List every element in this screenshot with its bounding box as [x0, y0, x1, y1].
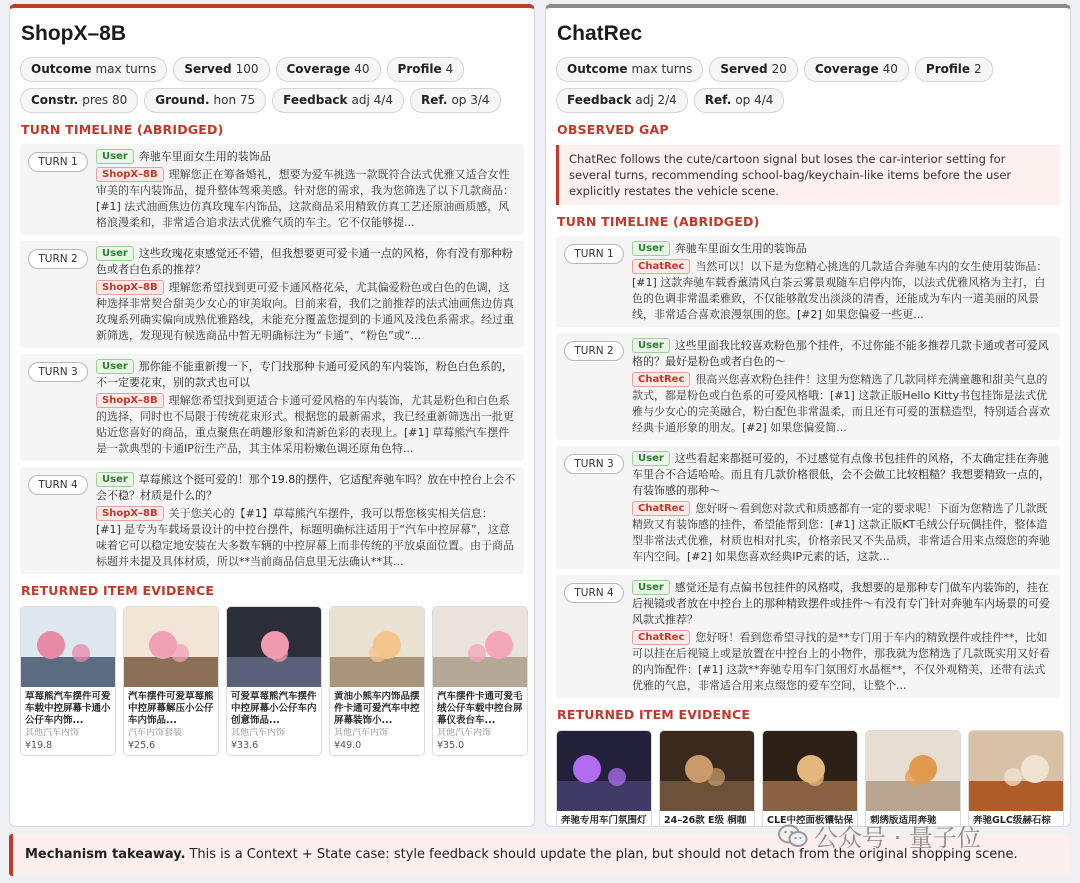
bot-message — [96, 167, 516, 231]
product-image — [21, 607, 116, 687]
gap-note: ChatRec follows the cute/cartoon signal but loses the car-interior setting for several turns, recommending school-bag/keychain-like items before the user explicitly restates the vehicle scene. — [556, 145, 1060, 205]
user-text: 草莓熊这个挺可爱的！那个19.8的摆件，它适配奔驰车吗？放在中控台上会不会不稳？材质是什么的？ — [96, 473, 516, 502]
chip-key: Outcome — [31, 62, 92, 76]
turn-badge: TURN 1 — [564, 244, 624, 264]
metric-chip — [144, 88, 266, 113]
user-text: 这些里面我比较喜欢粉色那个挂件，不过你能不能多推荐几款卡通或者可爱风格的？最好是粉色或者白色的～ — [632, 339, 1049, 368]
chip-value: pres 80 — [82, 93, 128, 107]
chip-key: Profile — [925, 62, 971, 76]
bot-text: 当然可以！以下是为您精心挑选的几款适合奔驰车内的女生使用装饰品：[#1] 这款奔驰车载香薰清风白茶云雾景观随车启停内饰，以法式优雅风格为主打，白色的色调非常温柔雅致，不仅能够散发出淡淡的清香，还能成为车内一道美丽的风景线，非常适合喜欢浪漫氛围的您。[#2] 如果您偏爱一些更... — [632, 260, 1048, 321]
item-thumbnail — [969, 731, 1064, 811]
chip-key: Ground. — [155, 93, 210, 107]
wechat-icon — [778, 823, 808, 849]
chip-key: Coverage — [286, 62, 351, 76]
chip-value: max turns — [631, 62, 693, 76]
turn-badge: TURN 1 — [28, 152, 88, 172]
user-message — [632, 338, 1052, 370]
item-category: 其他汽车内饰 — [231, 728, 286, 738]
metric-chip — [694, 88, 785, 113]
item-thumbnail — [557, 731, 652, 811]
item-card[interactable] — [556, 730, 652, 827]
user-label: User — [96, 246, 134, 261]
bot-label: ShopX–8B — [96, 506, 164, 521]
chip-value: 20 — [771, 62, 787, 76]
chip-key: Feedback — [283, 93, 348, 107]
bot-text: 您好呀！看到您希望寻找的是**专门用于车内的精致摆件或挂件**，比如可以挂在后视镜上或是放置在中控台上的小物件，那我就为您精选了几款既实用又好看的内饰配件：[#1] 这款**奔驰专用车门氛围灯水晶框**，不仅外观精美，还带有法式优雅的气息，非常适合用来点缀您的爱车空间，让整个... — [632, 631, 1050, 692]
user-text: 感觉还是有点偏书包挂件的风格哎，我想要的是那种专门做车内装饰的，挂在后视镜或者放在中控台上的那种精致摆件或挂件～有没有专门针对奔驰车内场景的可爱风款式推荐？ — [632, 581, 1050, 626]
user-message — [96, 246, 516, 278]
chip-value: 4 — [445, 62, 454, 76]
bot-text: 关于您关心的【#1】草莓熊汽车摆件，我可以帮您核实相关信息：[#1] 是专为车载场景设计的中控台摆件，标题明确标注适用于“汽车中控屏幕”，这意味着它可以稳定地安装在大多数车辆的中控屏幕上而非传统的平放桌面位置。由于商品标题并未提及具体材质，所以**当前商品信息里无法确认**其... — [96, 507, 514, 568]
item-evidence — [20, 606, 534, 756]
bot-label: ChatRec — [632, 630, 690, 645]
bot-label: ChatRec — [632, 259, 690, 274]
chatrec-panel — [545, 4, 1071, 827]
evidence-heading: RETURNED ITEM EVIDENCE — [21, 583, 215, 598]
product-image — [227, 607, 322, 687]
chip-value: 2 — [974, 62, 982, 76]
item-card[interactable] — [659, 730, 755, 827]
item-card[interactable] — [432, 606, 528, 756]
user-message — [96, 149, 516, 165]
turn-badge: TURN 2 — [28, 249, 88, 269]
turn-body — [632, 241, 1052, 323]
bot-message — [96, 506, 516, 570]
user-message — [632, 580, 1052, 628]
user-message — [632, 451, 1052, 499]
item-price: ¥35.0 — [437, 740, 465, 751]
chip-value: hon 75 — [213, 93, 256, 107]
product-image — [763, 731, 858, 811]
product-image — [969, 731, 1064, 811]
bot-label: ShopX–8B — [96, 393, 164, 408]
item-name: 草莓熊汽车摆件可爱车载中控屏幕卡通小公仔车内饰... — [25, 691, 111, 726]
metric-chips — [556, 57, 1056, 113]
chip-key: Feedback — [567, 93, 632, 107]
metric-chip — [20, 57, 167, 82]
user-message — [96, 359, 516, 391]
product-image — [124, 607, 219, 687]
turn-badge: TURN 2 — [564, 341, 624, 361]
metric-chip — [556, 57, 703, 82]
watermark — [778, 818, 981, 853]
user-label: User — [632, 241, 670, 256]
turn-row — [556, 333, 1060, 440]
bot-label: ChatRec — [632, 501, 690, 516]
item-card[interactable] — [762, 730, 858, 827]
user-label: User — [96, 149, 134, 164]
user-label: User — [96, 472, 134, 487]
turn-row — [20, 354, 524, 461]
gap-heading: OBSERVED GAP — [557, 122, 669, 137]
bot-message — [632, 630, 1052, 694]
item-card[interactable] — [20, 606, 116, 756]
chip-key: Served — [720, 62, 768, 76]
item-name: 汽车摆件可爱草莓熊中控屏幕解压小公仔车内饰品... — [128, 691, 214, 726]
turn-body — [632, 451, 1052, 565]
chip-key: Ref. — [704, 93, 732, 107]
chip-value: 40 — [354, 62, 370, 76]
turn-row — [20, 144, 524, 235]
chip-value: max turns — [95, 62, 157, 76]
item-card[interactable] — [865, 730, 961, 827]
turn-timeline — [546, 236, 1070, 698]
user-text: 这些看起来都挺可爱的，不过感觉有点像书包挂件的风格，不太确定挂在奔驰车里合不合适哈哈。而且有几款价格很低，会不会做工比较粗糙？我想要精致一点的，有装饰感的那种～ — [632, 452, 1050, 497]
item-name: 奔驰GLC级赫石棕 — [973, 815, 1051, 826]
bot-text: 理解您正在筹备婚礼，想要为爱车挑选一款既符合法式优雅又适合女性审美的车内装饰品，提升整体驾乘美感。针对您的需求，我为您筛选了以下几款商品：[#1] 法式油画焦边仿真玫瑰车内饰品，这款商品采用精致仿真工艺还原油画质感，风格浪漫柔和，非常适合追求法式优雅气质的车主。它不仅能够提... — [96, 168, 514, 229]
panel-title: ShopX–8B — [21, 22, 127, 45]
takeaway-text: This is a Context + State case: style feedback should update the plan, but should not detach from the original shopping scene. — [189, 847, 1018, 862]
item-name: CLE中控面板镶钻保 — [767, 815, 853, 826]
turn-badge: TURN 3 — [564, 454, 624, 474]
shopx-panel — [9, 4, 535, 827]
metric-chip — [276, 57, 381, 82]
metric-chip — [556, 88, 688, 113]
turn-badge: TURN 4 — [564, 583, 624, 603]
item-price: ¥33.6 — [231, 740, 259, 751]
user-text: 奔驰车里面女生用的装饰品 — [138, 150, 271, 163]
item-card[interactable] — [226, 606, 322, 756]
product-image — [433, 607, 528, 687]
user-text: 这些玫瑰花束感觉还不错，但我想要更可爱卡通一点的风格，你有没有那种粉色或者白色系的推荐？ — [96, 247, 513, 276]
chip-value: adj 2/4 — [635, 93, 677, 107]
item-category: 其他汽车内饰 — [25, 728, 80, 738]
item-name: 奔驰专用车门氛围灯 — [561, 815, 647, 826]
turn-row — [20, 467, 524, 574]
bot-text: 理解您希望找到更适合卡通可爱风格的车内装饰，尤其是粉色和白色系的选择，同时也不局限于传统花束形式。根据您的最新需求，我已经重新筛选出一批更贴近您喜好的商品，重点聚焦在萌趣形象和清新色彩的表现上。[#1] 草莓熊汽车摆件是一款典型的卡通IP衍生产品，其主体采用粉嫩色调还原角色特... — [96, 394, 514, 455]
bot-message — [96, 393, 516, 457]
item-card[interactable] — [968, 730, 1064, 827]
item-category: 其他汽车内饰 — [334, 728, 389, 738]
item-thumbnail — [124, 607, 219, 687]
turn-timeline — [10, 144, 534, 574]
chip-key: Coverage — [814, 62, 879, 76]
item-price: ¥19.8 — [25, 740, 53, 751]
item-name: 黄油小熊车内饰品摆件卡通可爱汽车中控屏幕装饰小... — [334, 691, 420, 726]
bot-label: ShopX–8B — [96, 167, 164, 182]
metric-chip — [272, 88, 404, 113]
bot-label: ChatRec — [632, 372, 690, 387]
bot-message — [632, 501, 1052, 565]
item-category: 其他汽车内饰 — [437, 728, 492, 738]
bot-text: 很高兴您喜欢粉色挂件！这里为您精选了几款同样充满童趣和甜美气息的款式，都是粉色或白色系的可爱风格哦：[#1] 这款正版Hello Kitty书包挂饰是法式优雅与少女心的完美融合，粉白配色非常温柔，而且还有可爱的蛋糕造型，特别适合喜欢经典卡通形象的朋友。[#2] 如果您偏爱简... — [632, 373, 1050, 434]
user-text: 奔驰车里面女生用的装饰品 — [674, 242, 807, 255]
bot-label: ShopX–8B — [96, 280, 164, 295]
user-label: User — [632, 451, 670, 466]
item-card[interactable] — [123, 606, 219, 756]
user-message — [96, 472, 516, 504]
metric-chip — [20, 88, 138, 113]
item-name: 刺绣版适用奔驰 — [870, 815, 937, 826]
turn-row — [556, 236, 1060, 327]
item-name: 24–26款 E级 桐咖 — [664, 815, 747, 826]
bot-message — [632, 259, 1052, 323]
metric-chip — [387, 57, 465, 82]
turn-body — [632, 580, 1052, 694]
user-label: User — [96, 359, 134, 374]
turn-body — [96, 359, 516, 457]
turn-body — [96, 246, 516, 344]
chip-value: op 4/4 — [735, 93, 774, 107]
product-image — [660, 731, 755, 811]
item-name: 汽车摆件卡通可爱毛绒公仔车载中控台屏幕仪表台车... — [437, 691, 523, 726]
item-category: 汽车内饰套装 — [128, 728, 183, 738]
bot-message — [632, 372, 1052, 436]
user-message — [632, 241, 1052, 257]
chip-key: Outcome — [567, 62, 628, 76]
timeline-heading: TURN TIMELINE (ABRIDGED) — [557, 214, 760, 229]
item-price: ¥25.6 — [128, 740, 156, 751]
turn-row — [556, 575, 1060, 698]
turn-body — [96, 472, 516, 570]
chip-key: Constr. — [31, 93, 79, 107]
panel-title: ChatRec — [557, 22, 643, 45]
turn-body — [632, 338, 1052, 436]
chip-value: adj 4/4 — [351, 93, 393, 107]
chip-key: Ref. — [420, 93, 448, 107]
timeline-heading: TURN TIMELINE (ABRIDGED) — [21, 122, 224, 137]
turn-row — [20, 241, 524, 348]
item-thumbnail — [433, 607, 528, 687]
item-evidence — [556, 730, 1070, 827]
product-image — [330, 607, 425, 687]
bot-message — [96, 280, 516, 344]
metric-chip — [915, 57, 993, 82]
takeaway-label: Mechanism takeaway. — [25, 847, 186, 862]
bot-text: 理解您希望找到更可爱卡通风格花朵，尤其偏爱粉色或白色的色调，这种选择非常契合甜美少女心的审美取向。目前来看，我们之前推荐的法式油画焦边仿真玫瑰系列确实偏向成熟优雅路线，未能充分覆盖您提到的卡通风及浅色系需求。经过重新筛选，发现现有候选商品中暂无明确标注为“卡通”、“粉色”或“... — [96, 281, 514, 342]
user-label: User — [632, 338, 670, 353]
product-image — [866, 731, 961, 811]
item-thumbnail — [21, 607, 116, 687]
item-thumbnail — [866, 731, 961, 811]
user-label: User — [632, 580, 670, 595]
turn-row — [556, 446, 1060, 569]
item-thumbnail — [763, 731, 858, 811]
metric-chips — [20, 57, 520, 113]
chip-value: 40 — [882, 62, 898, 76]
metric-chip — [804, 57, 909, 82]
turn-badge: TURN 3 — [28, 362, 88, 382]
metric-chip — [709, 57, 798, 82]
metric-chip — [410, 88, 501, 113]
chip-value: 100 — [235, 62, 259, 76]
item-thumbnail — [330, 607, 425, 687]
product-image — [557, 731, 652, 811]
chip-key: Profile — [397, 62, 442, 76]
evidence-heading: RETURNED ITEM EVIDENCE — [557, 707, 751, 722]
bot-text: 您好呀～看到您对款式和质感都有一定的要求呢！下面为您精选了几款既精致又有装饰感的挂件，希望能帮到您：[#1] 这款正版KT毛绒公仔玩偶挂件，整体造型非常法式优雅，材质也相对扎实，价格亲民又不失品质，非常适合用来点缀您的奔驰车内空间。[#2] 如果您喜欢经典IP元素的话，这款... — [632, 502, 1050, 563]
item-card[interactable] — [329, 606, 425, 756]
metric-chip — [173, 57, 269, 82]
chip-key: Served — [184, 62, 232, 76]
chip-value: op 3/4 — [451, 93, 490, 107]
item-name: 可爱草莓熊汽车摆件中控屏幕小公仔车内创意饰品... — [231, 691, 317, 726]
turn-body — [96, 149, 516, 231]
watermark-text: 公众号 · 量子位 — [814, 824, 981, 852]
user-text: 那你能不能重新搜一下，专门找那种卡通可爱风的车内装饰，粉色白色系的，不一定要花束，别的款式也可以 — [96, 360, 513, 389]
item-thumbnail — [227, 607, 322, 687]
turn-badge: TURN 4 — [28, 475, 88, 495]
item-thumbnail — [660, 731, 755, 811]
item-price: ¥49.0 — [334, 740, 362, 751]
